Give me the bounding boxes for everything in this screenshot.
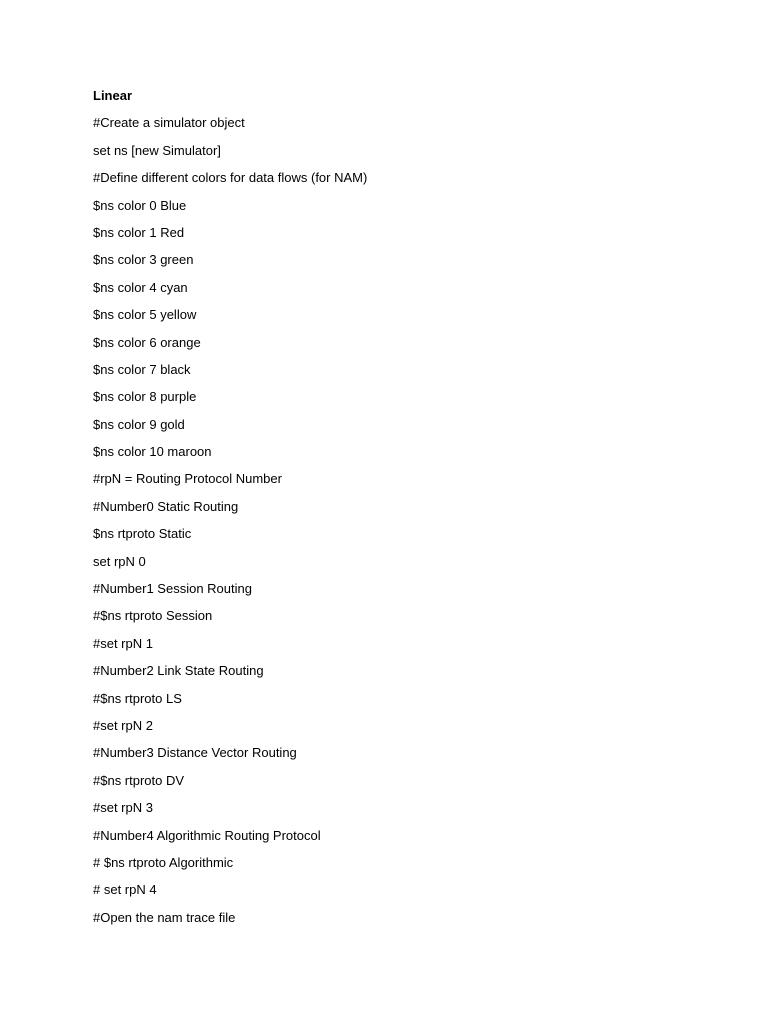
code-line: set ns [new Simulator]	[93, 142, 221, 158]
code-line: $ns color 0 Blue	[93, 197, 187, 213]
code-line: #$ns rtproto LS	[93, 690, 182, 706]
code-line: $ns color 4 cyan	[93, 279, 188, 295]
code-line: #Number4 Algorithmic Routing Protocol	[93, 827, 321, 843]
code-line: $ns color 7 black	[93, 361, 191, 377]
code-line: $ns color 5 yellow	[93, 307, 197, 323]
code-line: $ns color 8 purple	[93, 389, 197, 405]
code-line: $ns color 1 Red	[93, 224, 185, 240]
code-line: #Number1 Session Routing	[93, 581, 252, 597]
code-line: $ns color 3 green	[93, 252, 194, 268]
code-line: #Open the nam trace file	[93, 909, 236, 925]
document-body	[93, 86, 733, 935]
code-line: #set rpN 2	[93, 717, 153, 733]
code-line: #set rpN 1	[93, 635, 153, 651]
code-line: #Create a simulator object	[93, 115, 245, 131]
code-line: $ns color 6 orange	[93, 334, 201, 350]
code-line: $ns color 10 maroon	[93, 444, 212, 460]
code-line: #Number2 Link State Routing	[93, 663, 264, 679]
code-line: # set rpN 4	[93, 882, 157, 898]
code-line: #$ns rtproto Session	[93, 608, 213, 624]
code-line: #rpN = Routing Protocol Number	[93, 471, 282, 487]
code-line: $ns rtproto Static	[93, 526, 192, 542]
code-line: $ns color 9 gold	[93, 416, 185, 432]
code-line: #Number3 Distance Vector Routing	[93, 745, 297, 761]
document-heading: Linear	[93, 88, 133, 103]
code-line: #$ns rtproto DV	[93, 772, 185, 788]
code-line: #set rpN 3	[93, 800, 153, 816]
code-line: #Define different colors for data flows (for NAM)	[93, 170, 368, 186]
code-line: #Number0 Static Routing	[93, 498, 239, 514]
code-line: # $ns rtproto Algorithmic	[93, 854, 234, 870]
code-line: set rpN 0	[93, 553, 146, 569]
